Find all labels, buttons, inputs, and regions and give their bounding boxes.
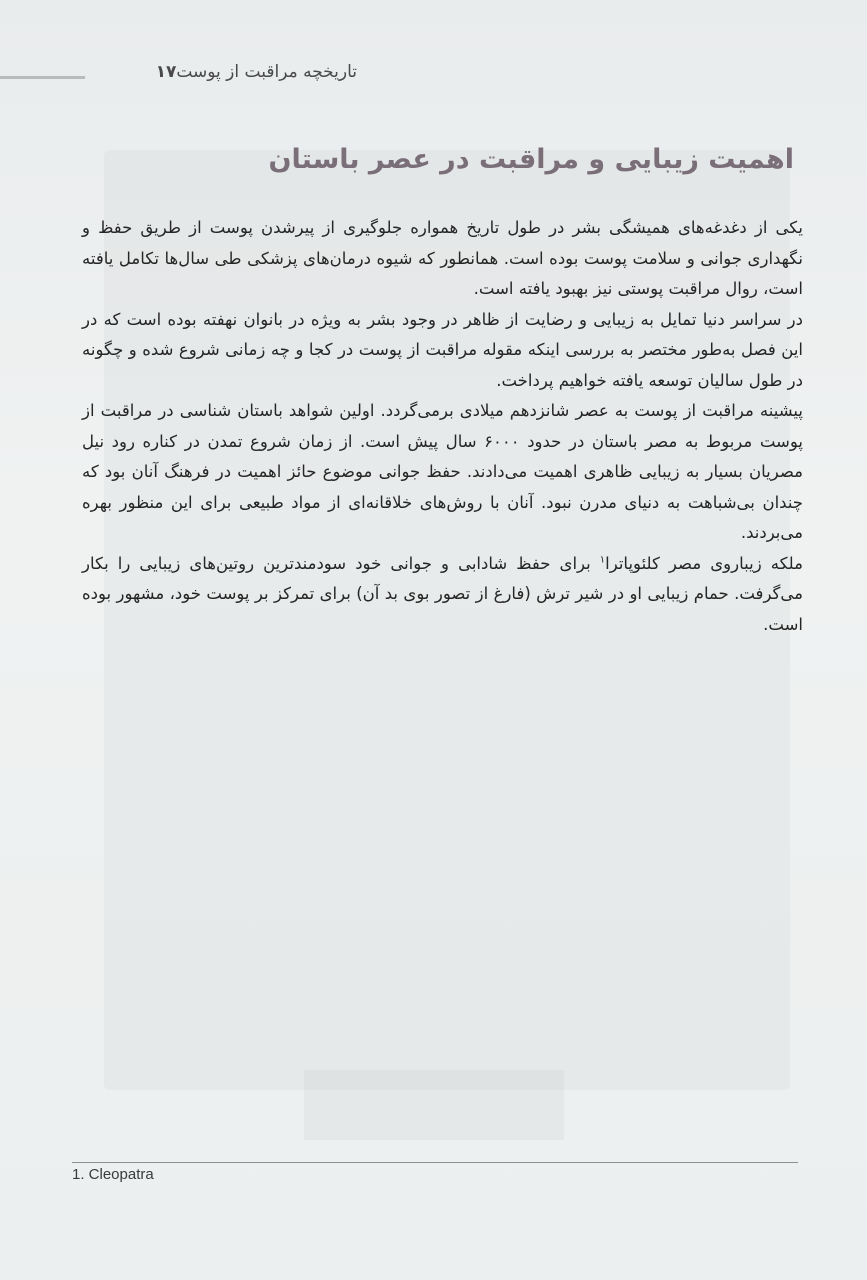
footnote-rule xyxy=(72,1162,798,1163)
section-title: اهمیت زیبایی و مراقبت در عصر باستان xyxy=(268,144,794,175)
page-number: ۱۷ xyxy=(155,62,177,82)
body-text xyxy=(82,213,803,640)
header-rule xyxy=(0,76,85,79)
running-head-title: تاریخچه مراقبت از پوست xyxy=(176,62,357,82)
footnote-mark: ۱ xyxy=(599,554,606,565)
bleed-through-inner xyxy=(304,1070,564,1140)
paragraph-text: ملکه زیباروی مصر کلئوپاترا xyxy=(605,553,803,573)
paragraph-text: برای حفظ شادابی و جوانی خود سودمندترین روتین‌های زیبایی را بکار می‌گرفت. حمام زیبایی او در شیر ترش (فارغ از تصور بوی بد آن) برای تمرکز بر پوست خود، مشهور بوده است. xyxy=(82,553,803,634)
paragraph: یکی از دغدغه‌های همیشگی بشر در طول تاریخ همواره جلوگیری از پیرشدن پوست از طریق حفظ و نگهداری جوانی و سلامت پوست بوده است. همانطور که شیوه درمان‌های پزشکی طی سال‌ها تکامل یافته است، روال مراقبت پوستی نیز بهبود یافته است. xyxy=(82,218,803,298)
paragraph xyxy=(82,549,803,641)
paragraph: پیشینه مراقبت از پوست به عصر شانزدهم میلادی برمی‌گردد. اولین شواهد باستان شناسی در مراقبت از پوست مربوط به مصر باستان در حدود ۶۰۰۰ سال پیش است. از زمان شروع تمدن در کناره رود نیل مصریان بسیار به زیبایی ظاهری اهمیت می‌دادند. حفظ جوانی موضوع حائز اهمیت در فرهنگ آنان بود که چندان بی‌شباهت به دنیای مدرن نبود. آنان با روش‌های خلاقانه‌ای از مواد طبیعی برای این منظور بهره می‌بردند. xyxy=(82,401,803,542)
running-head xyxy=(134,62,357,82)
footnote: 1. Cleopatra xyxy=(72,1166,154,1183)
paragraph: در سراسر دنیا تمایل به زیبایی و رضایت از ظاهر در وجود بشر به ویژه در بانوان نهفته بوده است که در این فصل به‌طور مختصر به بررسی اینکه مقوله مراقبت از پوست در کجا و چه زمانی شروع شده و چگونه در طول سالیان توسعه یافته خواهیم پرداخت. xyxy=(82,309,803,390)
